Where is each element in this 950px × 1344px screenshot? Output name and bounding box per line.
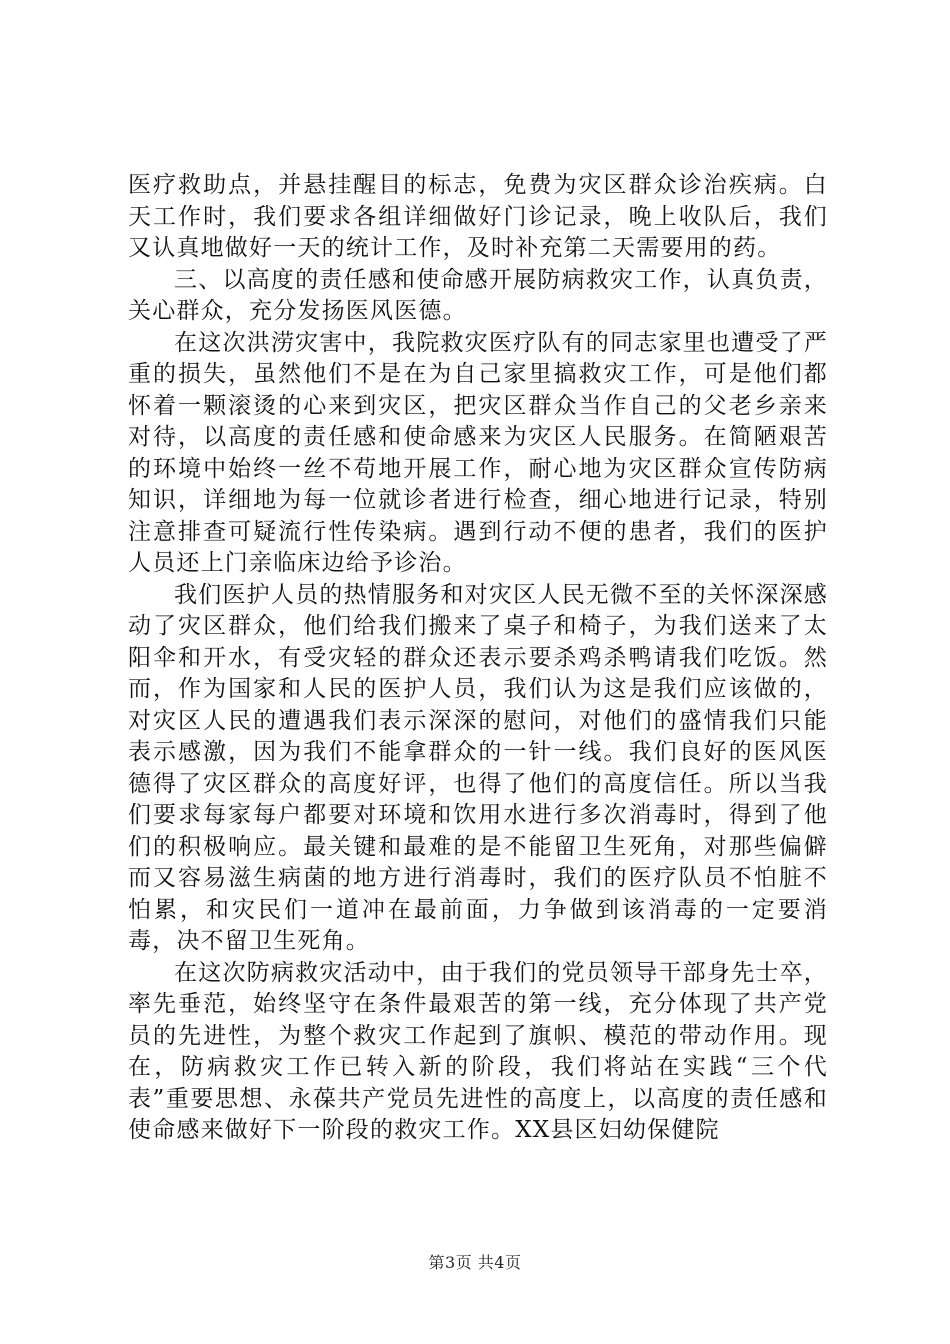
paragraph-medical-service: 我们医护人员的热情服务和对灾区人民无微不至的关怀深深感动了灾区群众，他们给我们搬来了桌子和椅子，为我们送来了太阳伞和开水，有受灾轻的群众还表示要杀鸡杀鸭请我们吃饭。然而，作为国家和人民的医护人员，我们认为这是我们应该做的，对灾区人民的遭遇我们表示深深的慰问，对他们的盛情我们只能表示感激，因为我们不能拿群众的一针一线。我们良好的医风医德得了灾区群众的高度好评，也得了他们的高度信任。所以当我们要求每家每户都要对环境和饮用水进行多次消毒时，得到了他们的积极响应。最关键和最难的是不能留卫生死角，对那些偏僻而又容易滋生病菌的地方进行消毒时，我们的医疗队员不怕脏不怕累，和灾民们一道冲在最前面，力争做到该消毒的一定要消毒，决不留卫生死角。 [128,581,828,954]
page-number-footer: 第3页 共4页 [428,1253,522,1272]
document-body [128,170,828,1147]
section-heading-paragraph: 三、以高度的责任感和使命感开展防病救灾工作，认真负责，关心群众，充分发扬医风医德。 [128,266,828,324]
paragraph-party-members: 在这次防病救灾活动中，由于我们的党员领导干部身先士卒，率先垂范，始终坚守在条件最艰苦的第一线，充分体现了共产党员的先进性，为整个救灾工作起到了旗帜、模范的带动作用。现在，防病救灾工作已转入新的阶段，我们将站在实践“三个代表”重要思想、永葆共产党员先进性的高度上，以高度的责任感和使命感来做好下一阶段的救灾工作。XX县区妇幼保健院 [128,959,828,1143]
paragraph-flood-disaster: 在这次洪涝灾害中，我院救灾医疗队有的同志家里也遭受了严重的损失，虽然他们不是在为自己家里搞救灾工作，可是他们都怀着一颗滚烫的心来到灾区，把灾区群众当作自己的父老乡亲来对待，以高度的责任感和使命感来为灾区人民服务。在简陋艰苦的环境中始终一丝不苟地开展工作，耐心地为灾区群众宣传防病知识，详细地为每一位就诊者进行检查，细心地进行记录，特别注意排查可疑流行性传染病。遇到行动不便的患者，我们的医护人员还上门亲临床边给予诊治。 [128,329,828,576]
paragraph-continuation: 医疗救助点，并悬挂醒目的标志，免费为灾区群众诊治疾病。白天工作时，我们要求各组详细做好门诊记录，晚上收队后，我们又认真地做好一天的统计工作，及时补充第二天需要用的药。 [128,172,828,261]
